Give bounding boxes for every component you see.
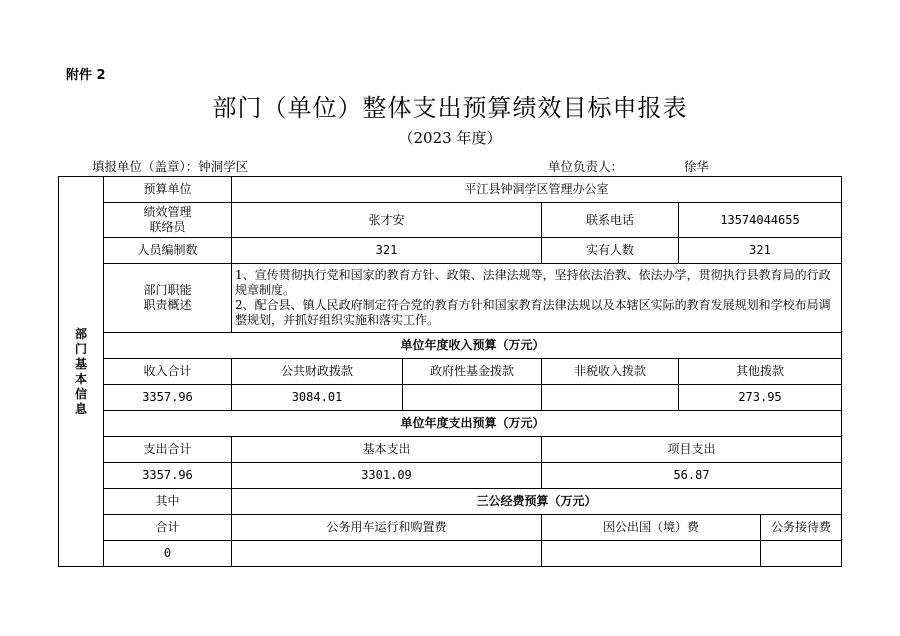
three-vehicle-value: [232, 541, 542, 567]
income-other-value: 273.95: [679, 385, 842, 411]
actual-staff-value: 321: [679, 238, 842, 264]
three-total-value: 0: [104, 541, 232, 567]
budget-table: [58, 176, 842, 567]
income-col-public: 公共财政拨款: [232, 359, 403, 385]
income-col-total: 收入合计: [104, 359, 232, 385]
expense-header: 单位年度支出预算（万元）: [104, 411, 842, 437]
expense-total-value: 3357.96: [104, 463, 232, 489]
duty-description: 1、宣传贯彻执行党和国家的教育方针、政策、法律法规等，坚持依法治教、依法办学，贯彻执行县教育局的行政规章制度。 2、配合县、镇人民政府制定符合党的教育方针和国家教育法律法规以及本辖区实际的教育发展规划和学校布局调整规划，并抓好组织实施和落实工作。: [232, 264, 842, 333]
among-label: 其中: [104, 489, 232, 515]
income-col-nontax: 非税收入拨款: [542, 359, 679, 385]
fill-unit: 填报单位（盖章）：钟洞学区: [92, 159, 249, 174]
section-side-label: 部 门 基 本 信 息: [59, 177, 104, 567]
income-col-other: 其他拨款: [679, 359, 842, 385]
income-header: 单位年度收入预算（万元）: [104, 333, 842, 359]
duty-label: 部门职能 职责概述: [104, 264, 232, 333]
three-reception-value: [761, 541, 842, 567]
contact-label: 绩效管理 联络员: [104, 203, 232, 238]
income-public-value: 3084.01: [232, 385, 403, 411]
three-col-vehicle: 公务用车运行和购置费: [232, 515, 542, 541]
staff-value: 321: [232, 238, 542, 264]
expense-basic-value: 3301.09: [232, 463, 542, 489]
expense-col-total: 支出合计: [104, 437, 232, 463]
contact-value: 张才安: [232, 203, 542, 238]
phone-label: 联系电话: [542, 203, 679, 238]
responsible-label: 单位负责人：: [548, 159, 624, 174]
year-label: （2023 年度）: [398, 129, 502, 147]
expense-col-basic: 基本支出: [232, 437, 542, 463]
three-public-header: 三公经费预算（万元）: [232, 489, 842, 515]
income-fund-value: [403, 385, 542, 411]
phone-value: 13574044655: [679, 203, 842, 238]
responsible-name: 徐华: [684, 159, 710, 174]
income-total-value: 3357.96: [104, 385, 232, 411]
expense-col-project: 项目支出: [542, 437, 842, 463]
three-col-abroad: 因公出国（境）费: [542, 515, 761, 541]
budget-unit-value: 平江县钟洞学区管理办公室: [232, 177, 842, 203]
page-title: 部门（单位）整体支出预算绩效目标申报表: [212, 94, 688, 122]
actual-staff-label: 实有人数: [542, 238, 679, 264]
expense-project-value: 56.87: [542, 463, 842, 489]
staff-label: 人员编制数: [104, 238, 232, 264]
income-nontax-value: [542, 385, 679, 411]
three-abroad-value: [542, 541, 761, 567]
three-col-total: 合计: [104, 515, 232, 541]
attachment-label: 附件 2: [66, 68, 106, 83]
budget-unit-label: 预算单位: [104, 177, 232, 203]
income-col-fund: 政府性基金拨款: [403, 359, 542, 385]
three-col-reception: 公务接待费: [761, 515, 842, 541]
